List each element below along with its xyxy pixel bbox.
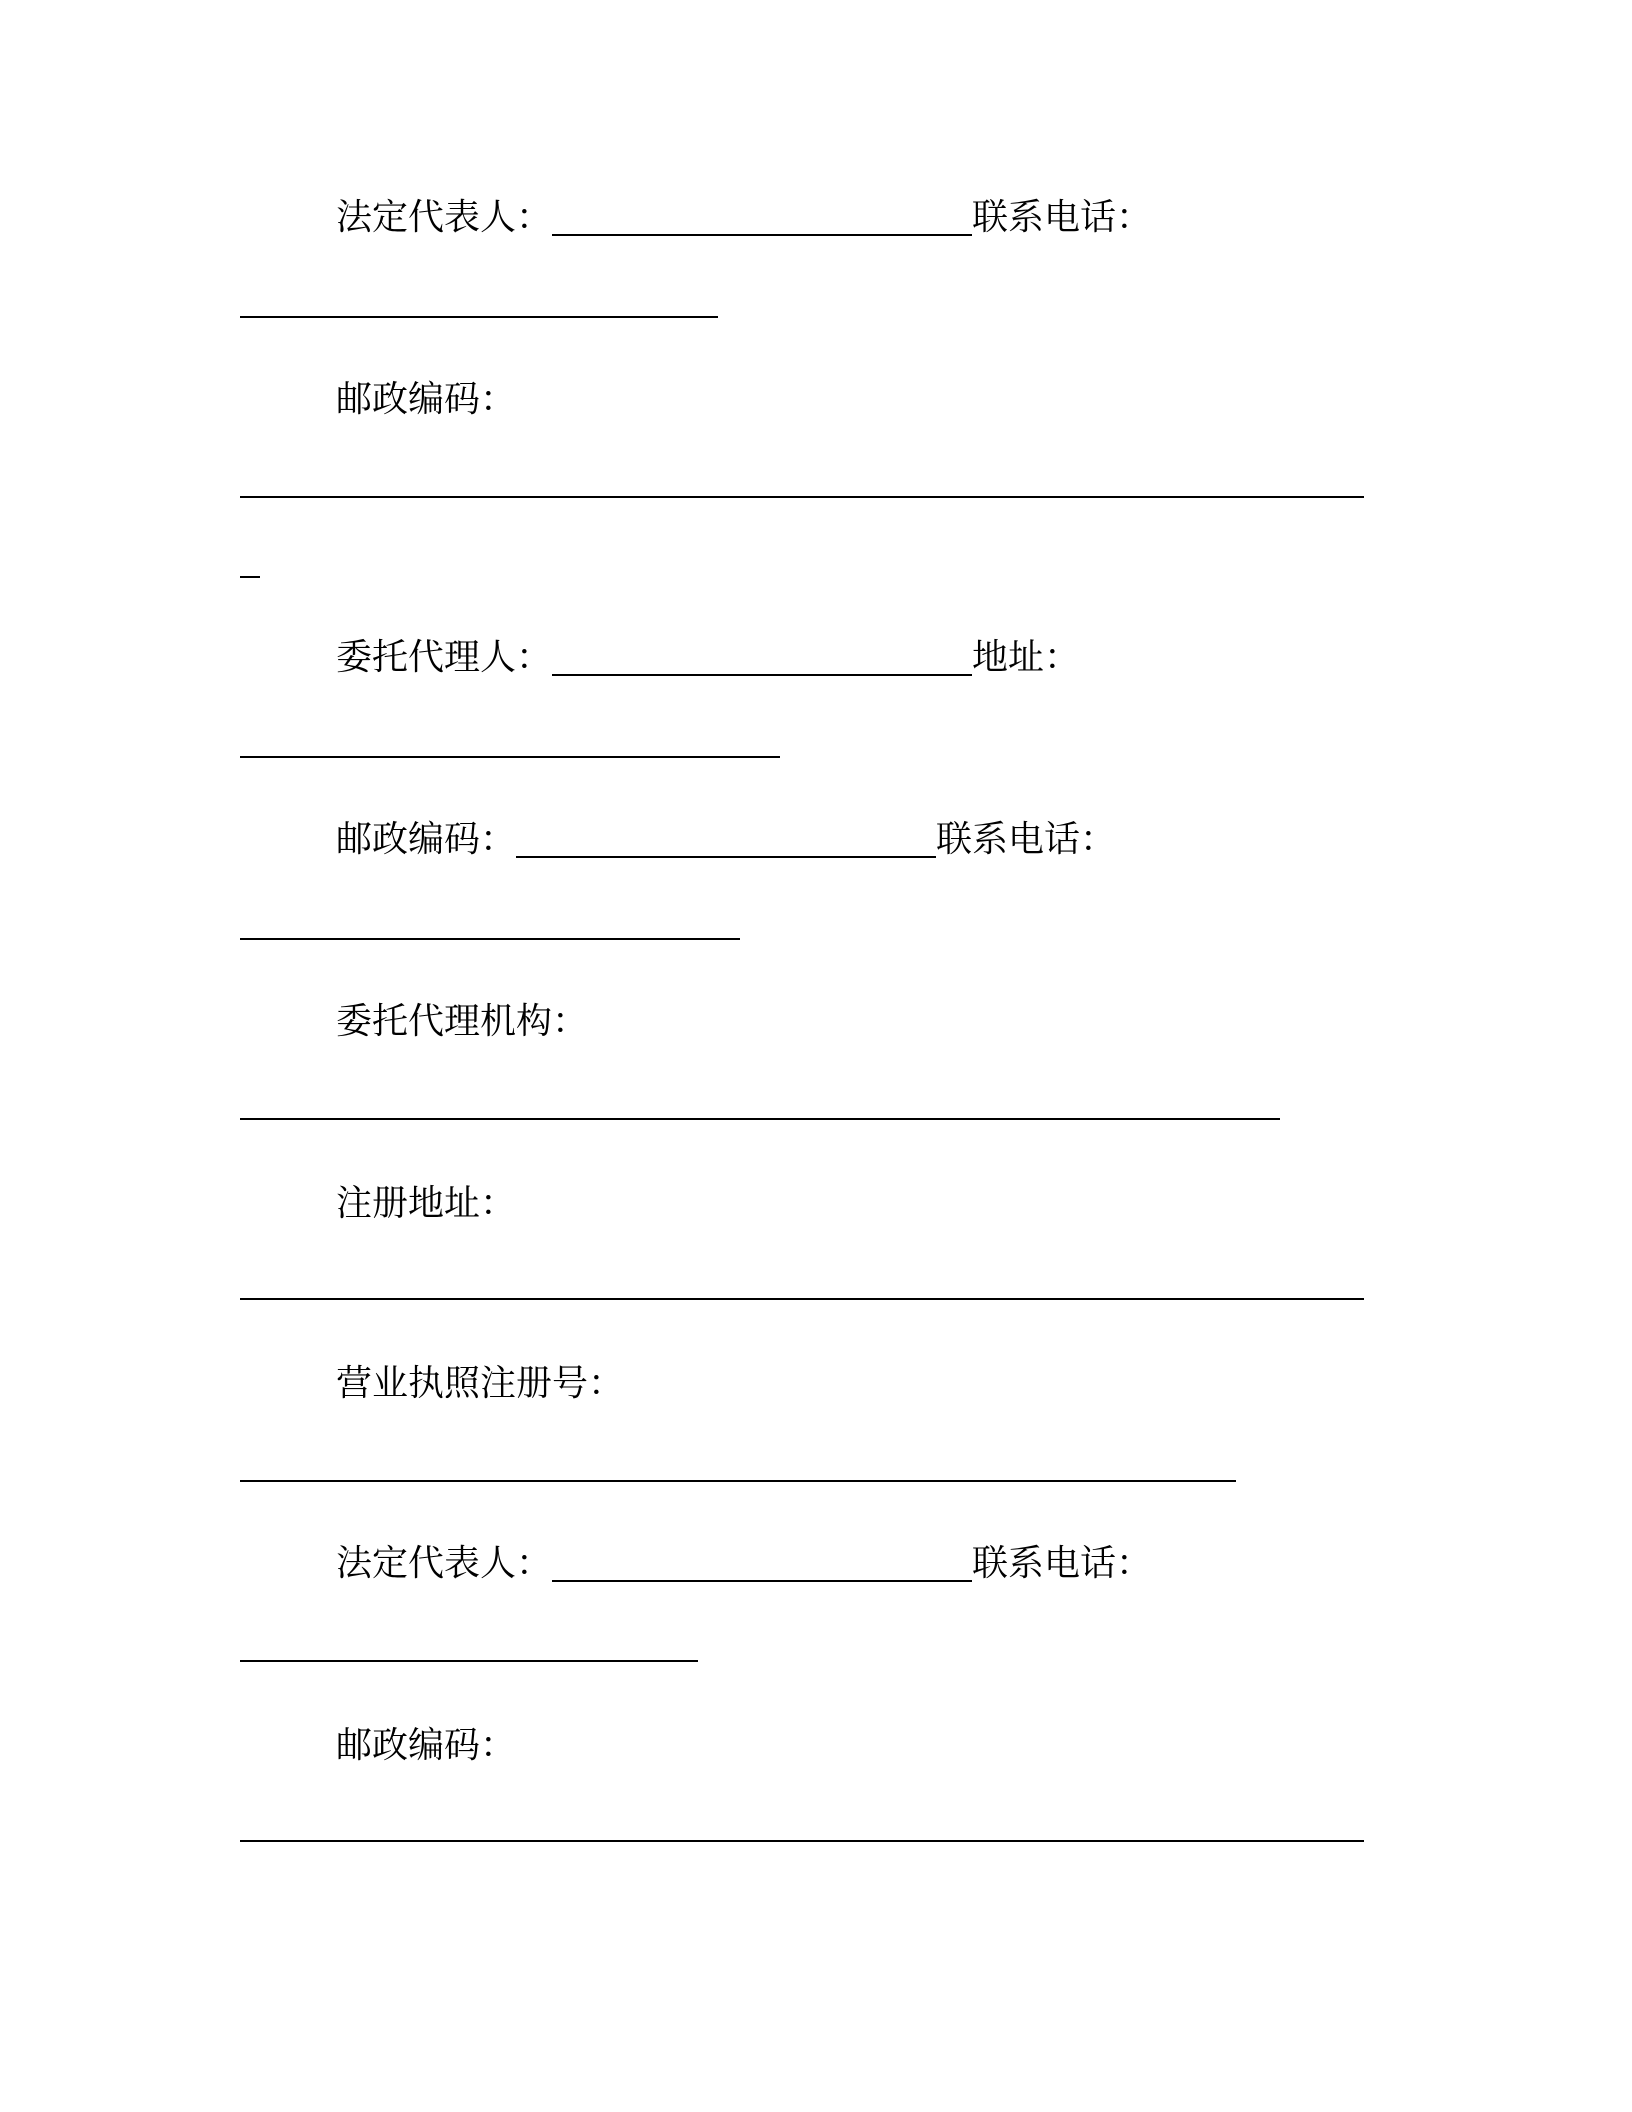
agent-postal-blank[interactable] bbox=[516, 820, 936, 858]
agent-blank[interactable] bbox=[552, 638, 972, 676]
agent-row bbox=[240, 620, 1080, 680]
phone-label-2: 联系电话： bbox=[972, 1543, 1153, 1584]
license-label: 营业执照注册号： bbox=[336, 1363, 625, 1404]
agency-blank[interactable] bbox=[240, 1118, 1280, 1120]
address-blank[interactable] bbox=[240, 756, 780, 758]
reg-address-label: 注册地址： bbox=[336, 1183, 517, 1224]
postal-blank-continuation bbox=[240, 576, 260, 578]
license-blank[interactable] bbox=[240, 1480, 1236, 1482]
reg-address-row bbox=[240, 1166, 516, 1226]
legal-rep-row bbox=[240, 180, 1152, 240]
postal-label-2: 邮政编码： bbox=[336, 1725, 517, 1766]
phone-label: 联系电话： bbox=[972, 197, 1153, 238]
agent-label: 委托代理人： bbox=[336, 637, 553, 678]
postal-blank-2[interactable] bbox=[240, 1840, 1364, 1842]
agent-phone-blank[interactable] bbox=[240, 938, 740, 940]
phone-blank[interactable] bbox=[240, 316, 718, 318]
postal-label: 邮政编码： bbox=[336, 379, 517, 420]
legal-rep-label-2: 法定代表人： bbox=[336, 1543, 553, 1584]
postal-row-2 bbox=[240, 1708, 516, 1768]
reg-address-blank[interactable] bbox=[240, 1298, 1364, 1300]
license-row bbox=[240, 1346, 624, 1406]
agent-postal-row bbox=[240, 802, 1116, 862]
legal-rep-blank-2[interactable] bbox=[552, 1544, 972, 1582]
phone-blank-2[interactable] bbox=[240, 1660, 698, 1662]
postal-row bbox=[240, 362, 516, 422]
postal-blank[interactable] bbox=[240, 496, 1364, 498]
agent-phone-label: 联系电话： bbox=[936, 819, 1117, 860]
agency-label: 委托代理机构： bbox=[336, 1001, 589, 1042]
legal-rep-row-2 bbox=[240, 1526, 1152, 1586]
address-label: 地址： bbox=[972, 637, 1081, 678]
legal-rep-blank[interactable] bbox=[552, 198, 972, 236]
agency-row bbox=[240, 984, 588, 1044]
legal-rep-label: 法定代表人： bbox=[336, 197, 553, 238]
agent-postal-label: 邮政编码： bbox=[336, 819, 517, 860]
